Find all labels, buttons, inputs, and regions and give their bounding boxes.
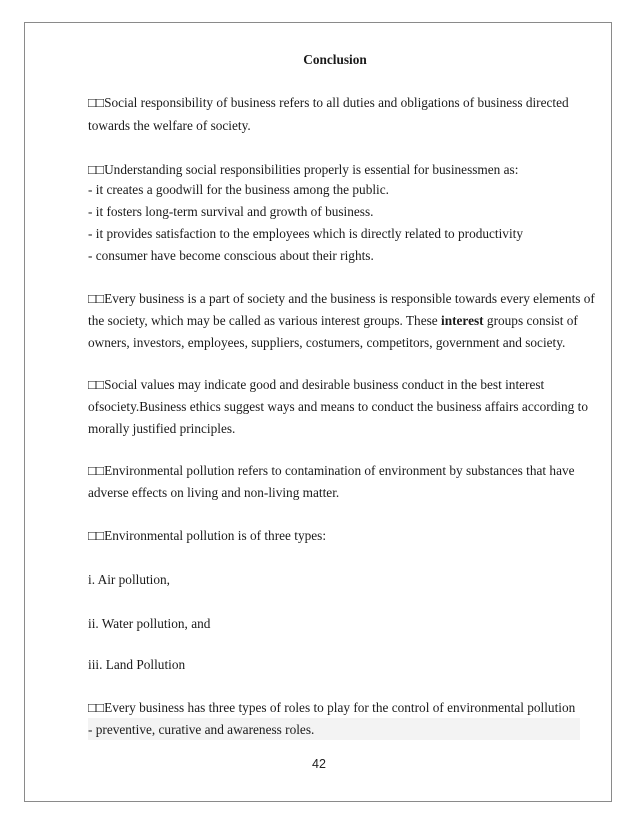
paragraph-4-line-3: morally justified principles. bbox=[88, 421, 236, 436]
paragraph-5-line-1: □□Environmental pollution refers to contamination of environment by substances that have bbox=[88, 463, 575, 478]
paragraph-4-line-2: ofsociety.Business ethics suggest ways and means to conduct the business affairs according to bbox=[88, 399, 589, 414]
paragraph-7-line-2: - preventive, curative and awareness roles. bbox=[88, 722, 315, 737]
bullet-box-icon: □□ bbox=[88, 95, 105, 110]
bullet-box-icon: □□ bbox=[88, 291, 105, 306]
list-item: - consumer have become conscious about their rights. bbox=[88, 248, 374, 263]
page-title: Conclusion bbox=[303, 52, 367, 67]
paragraph-6-line-1: □□Environmental pollution is of three types: bbox=[88, 528, 327, 543]
pollution-type-item: i. Air pollution, bbox=[88, 572, 171, 587]
pollution-type-item: ii. Water pollution, and bbox=[88, 616, 211, 631]
paragraph-7-line-1: □□Every business has three types of roles to play for the control of environmental pollution bbox=[88, 700, 576, 715]
list-item: - it provides satisfaction to the employees which is directly related to productivity bbox=[88, 226, 523, 241]
bullet-box-icon: □□ bbox=[88, 528, 105, 543]
paragraph-3-line-1: □□Every business is a part of society and the business is responsible towards every elements of bbox=[88, 291, 595, 306]
paragraph-5-line-2: adverse effects on living and non-living matter. bbox=[88, 485, 340, 500]
list-item: - it creates a goodwill for the business among the public. bbox=[88, 182, 389, 197]
list-item: - it fosters long-term survival and growth of business. bbox=[88, 204, 374, 219]
bullet-box-icon: □□ bbox=[88, 463, 105, 478]
emphasis-interest: interest bbox=[441, 313, 484, 328]
bullet-box-icon: □□ bbox=[88, 162, 105, 177]
page-number: 42 bbox=[312, 757, 326, 771]
bullet-box-icon: □□ bbox=[88, 377, 105, 392]
bullet-box-icon: □□ bbox=[88, 700, 105, 715]
paragraph-2-line-1: □□Understanding social responsibilities properly is essential for businessmen as: bbox=[88, 162, 519, 177]
paragraph-3-line-3: owners, investors, employees, suppliers, costumers, competitors, government and society. bbox=[88, 335, 566, 350]
paragraph-3-line-2: the society, which may be called as various interest groups. These interest groups consist of bbox=[88, 313, 578, 328]
paragraph-4-line-1: □□Social values may indicate good and desirable business conduct in the best interest bbox=[88, 377, 545, 392]
pollution-type-item: iii. Land Pollution bbox=[88, 657, 186, 672]
paragraph-1-line-2: towards the welfare of society. bbox=[88, 118, 251, 133]
paragraph-1-line-1: □□Social responsibility of business refers to all duties and obligations of business directed bbox=[88, 95, 569, 110]
